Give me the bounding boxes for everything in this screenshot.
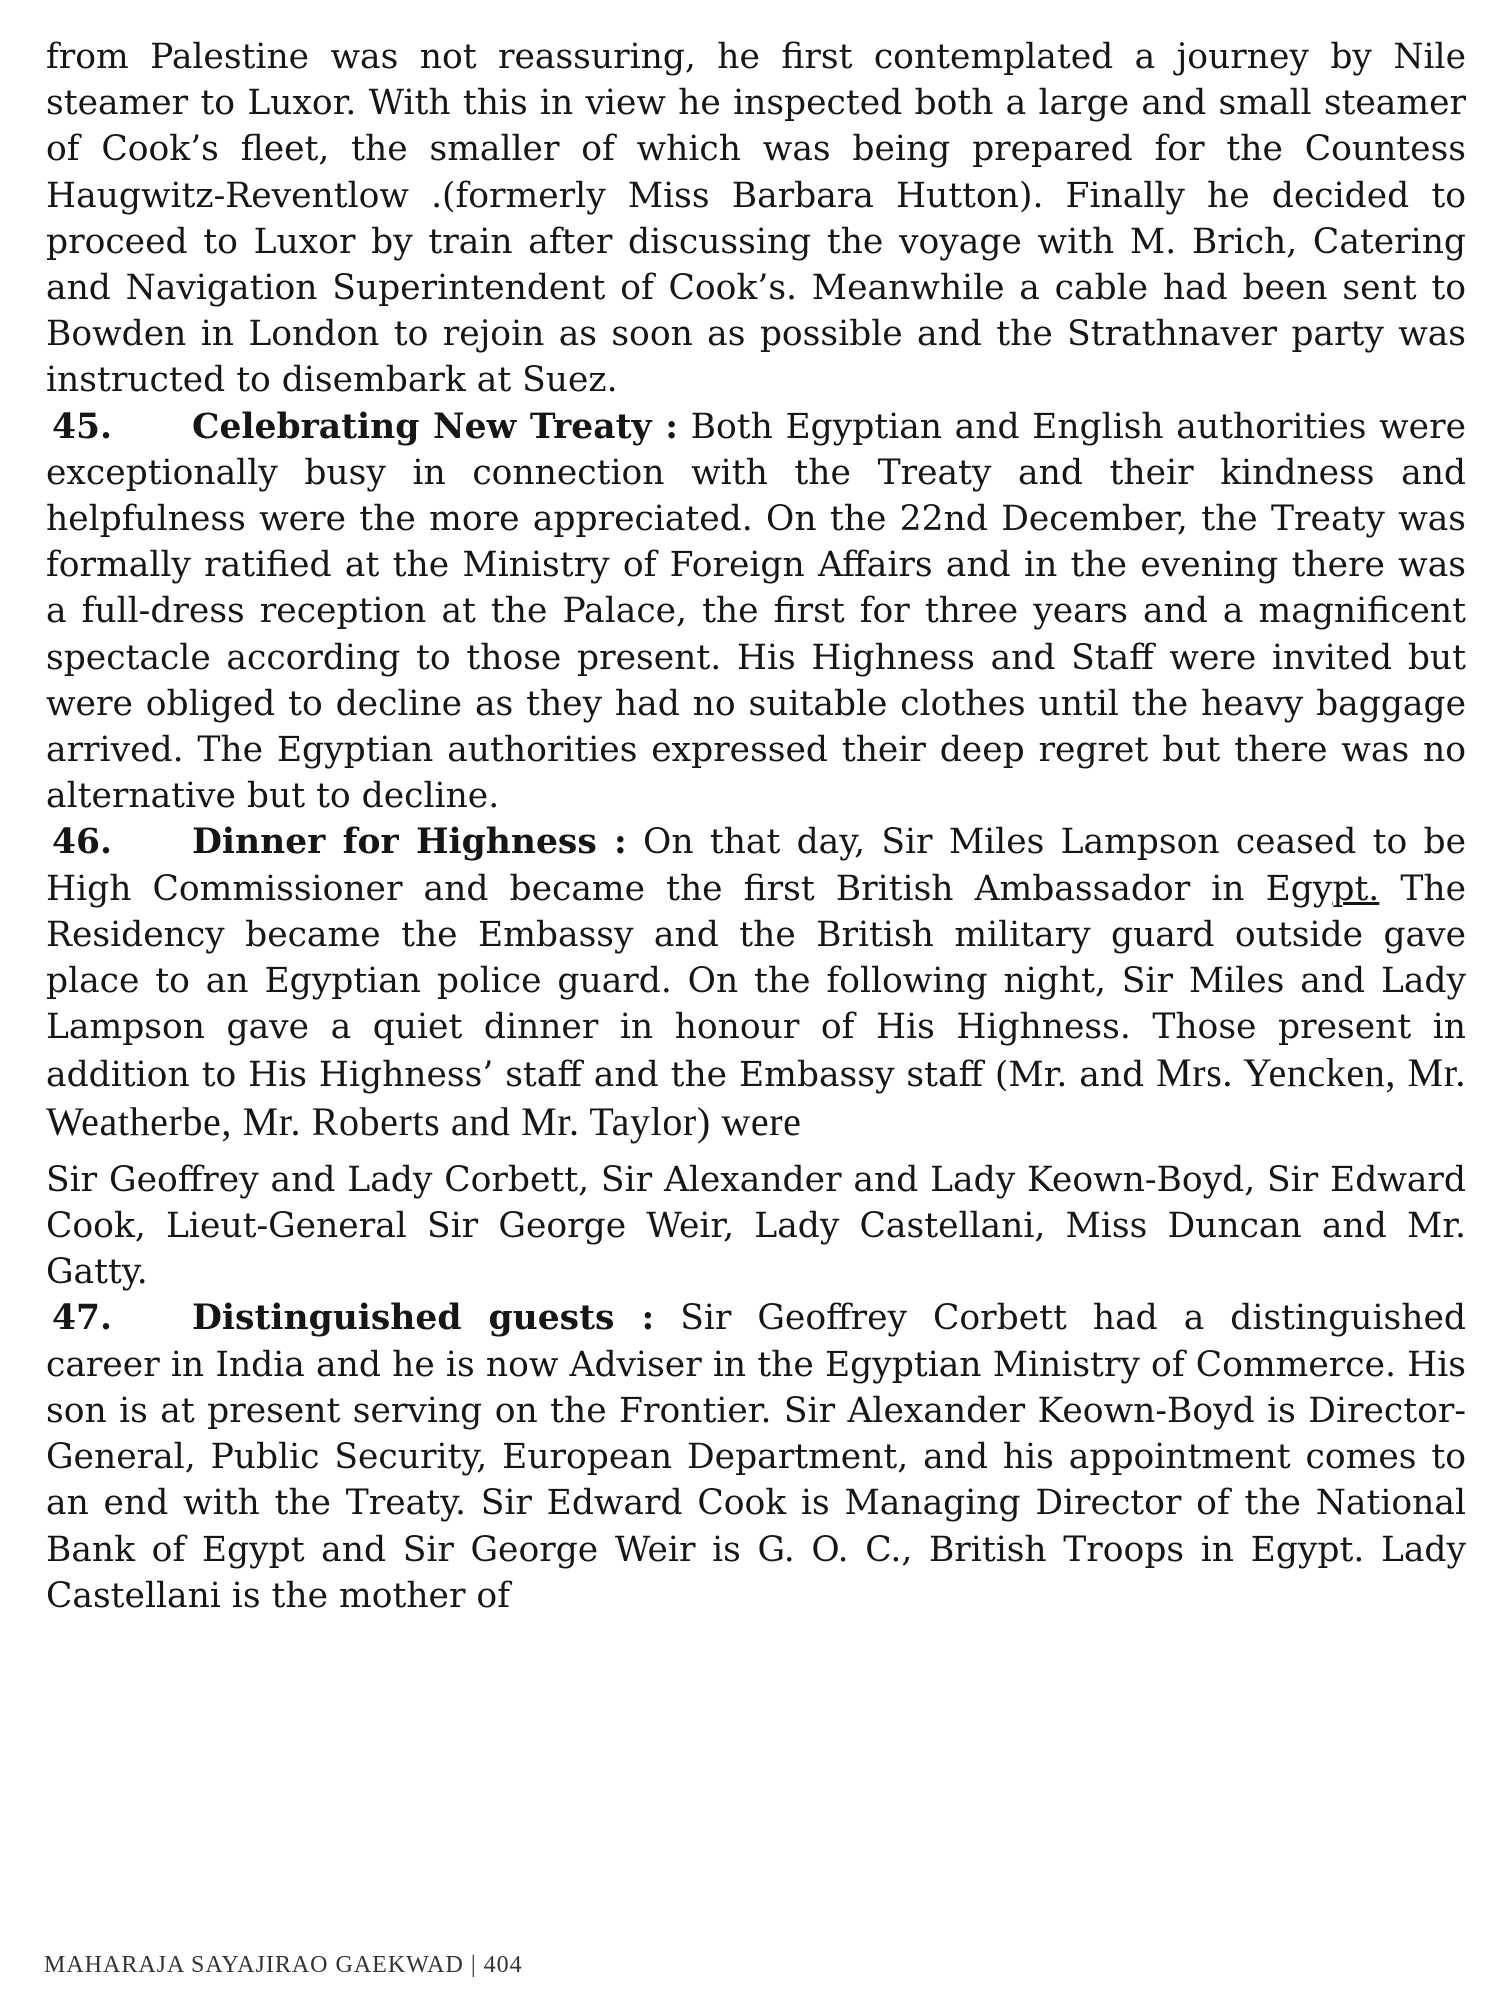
- section-46: [46, 819, 1466, 1295]
- section-46-text-b: The Residency became the Embassy and the British military guard outside gave place to an Egyptian police guard. On the following night, Sir Miles and Lady Lampson gave a quiet dinner in honour of His Highness. Those present in addition to His Highness’ staff and the Embassy staff (Mr. and: [46, 868, 1467, 1096]
- paragraph-intro: [46, 34, 1466, 404]
- section-46-number: 46.: [52, 822, 113, 863]
- section-46-heading: Dinner for Highness :: [192, 822, 627, 863]
- section-46-text-c: Sir Geoffrey and Lady Corbett, Sir Alexander and Lady Keown-Boyd, Sir Edward Cook, Lieut-General Sir George Weir, Lady Castellani, Miss Duncan and Mr. Gatty.: [46, 1159, 1466, 1293]
- line-gap: [46, 1147, 1466, 1157]
- paragraph-intro-text: from Palestine was not reassuring, he first contemplated a journey by Nile steamer to Luxor. With this in view he inspected both a large and small steamer of Cook’s fleet, the smaller of which was being prepared for the Countess Haugwitz-Reventlow .(formerly Miss Barbara Hutton). Finally he decided to proceed to Luxor by train after discussing the voyage with M. Brich, Catering and Navigation Superintendent of Cook’s. Meanwhile a cable had been sent to Bowden in London to rejoin as soon as possible and the Strathnaver party was instructed to disembark at Suez.: [46, 37, 1466, 401]
- section-46-alt-font-text: Mrs. Yencken, Mr. Weatherbe, Mr. Roberts and Mr. Taylor) were: [46, 1050, 1467, 1144]
- section-45-heading: Celebrating New Treaty :: [192, 406, 678, 447]
- section-46-underlined-text: pt.: [1332, 868, 1380, 909]
- page-body: [46, 34, 1466, 1619]
- section-47-number: 47.: [52, 1298, 113, 1339]
- page-footer: MAHARAJA SAYAJIRAO GAEKWAD | 404: [44, 1952, 523, 1978]
- section-45-text: Both Egyptian and English authorities were exceptionally busy in connection with the Treaty and their kindness and helpfulness were the more appreciated. On the 22nd December, the Treaty was formally ratified at the Ministry of Foreign Affairs and in the evening there was a full-dress reception at the Palace, the first for three years and a magnificent spectacle according to those present. His Highness and Staff were invited but were obliged to decline as they had no suitable clothes until the heavy baggage arrived. The Egyptian authorities expressed their deep regret but there was no alternative but to decline.: [46, 406, 1466, 817]
- section-46-text-a: On that day, Sir Miles Lampson ceased to be High Commissioner and became the first British Ambassador in Egy: [46, 822, 1467, 909]
- section-47: [46, 1295, 1466, 1618]
- section-45: [46, 404, 1466, 820]
- section-45-number: 45.: [52, 406, 113, 447]
- section-47-text: Sir Geoffrey Corbett had a distinguished career in India and he is now Adviser in the Egyptian Ministry of Commerce. His son is at present serving on the Frontier. Sir Alexander Keown-Boyd is Director-General, Public Security, European Department, and his appointment comes to an end with the Treaty. Sir Edward Cook is Managing Director of the National Bank of Egypt and Sir George Weir is G. O. C., British Troops in Egypt. Lady Castellani is the mother of: [46, 1298, 1466, 1616]
- section-47-heading: Distinguished guests :: [192, 1298, 655, 1339]
